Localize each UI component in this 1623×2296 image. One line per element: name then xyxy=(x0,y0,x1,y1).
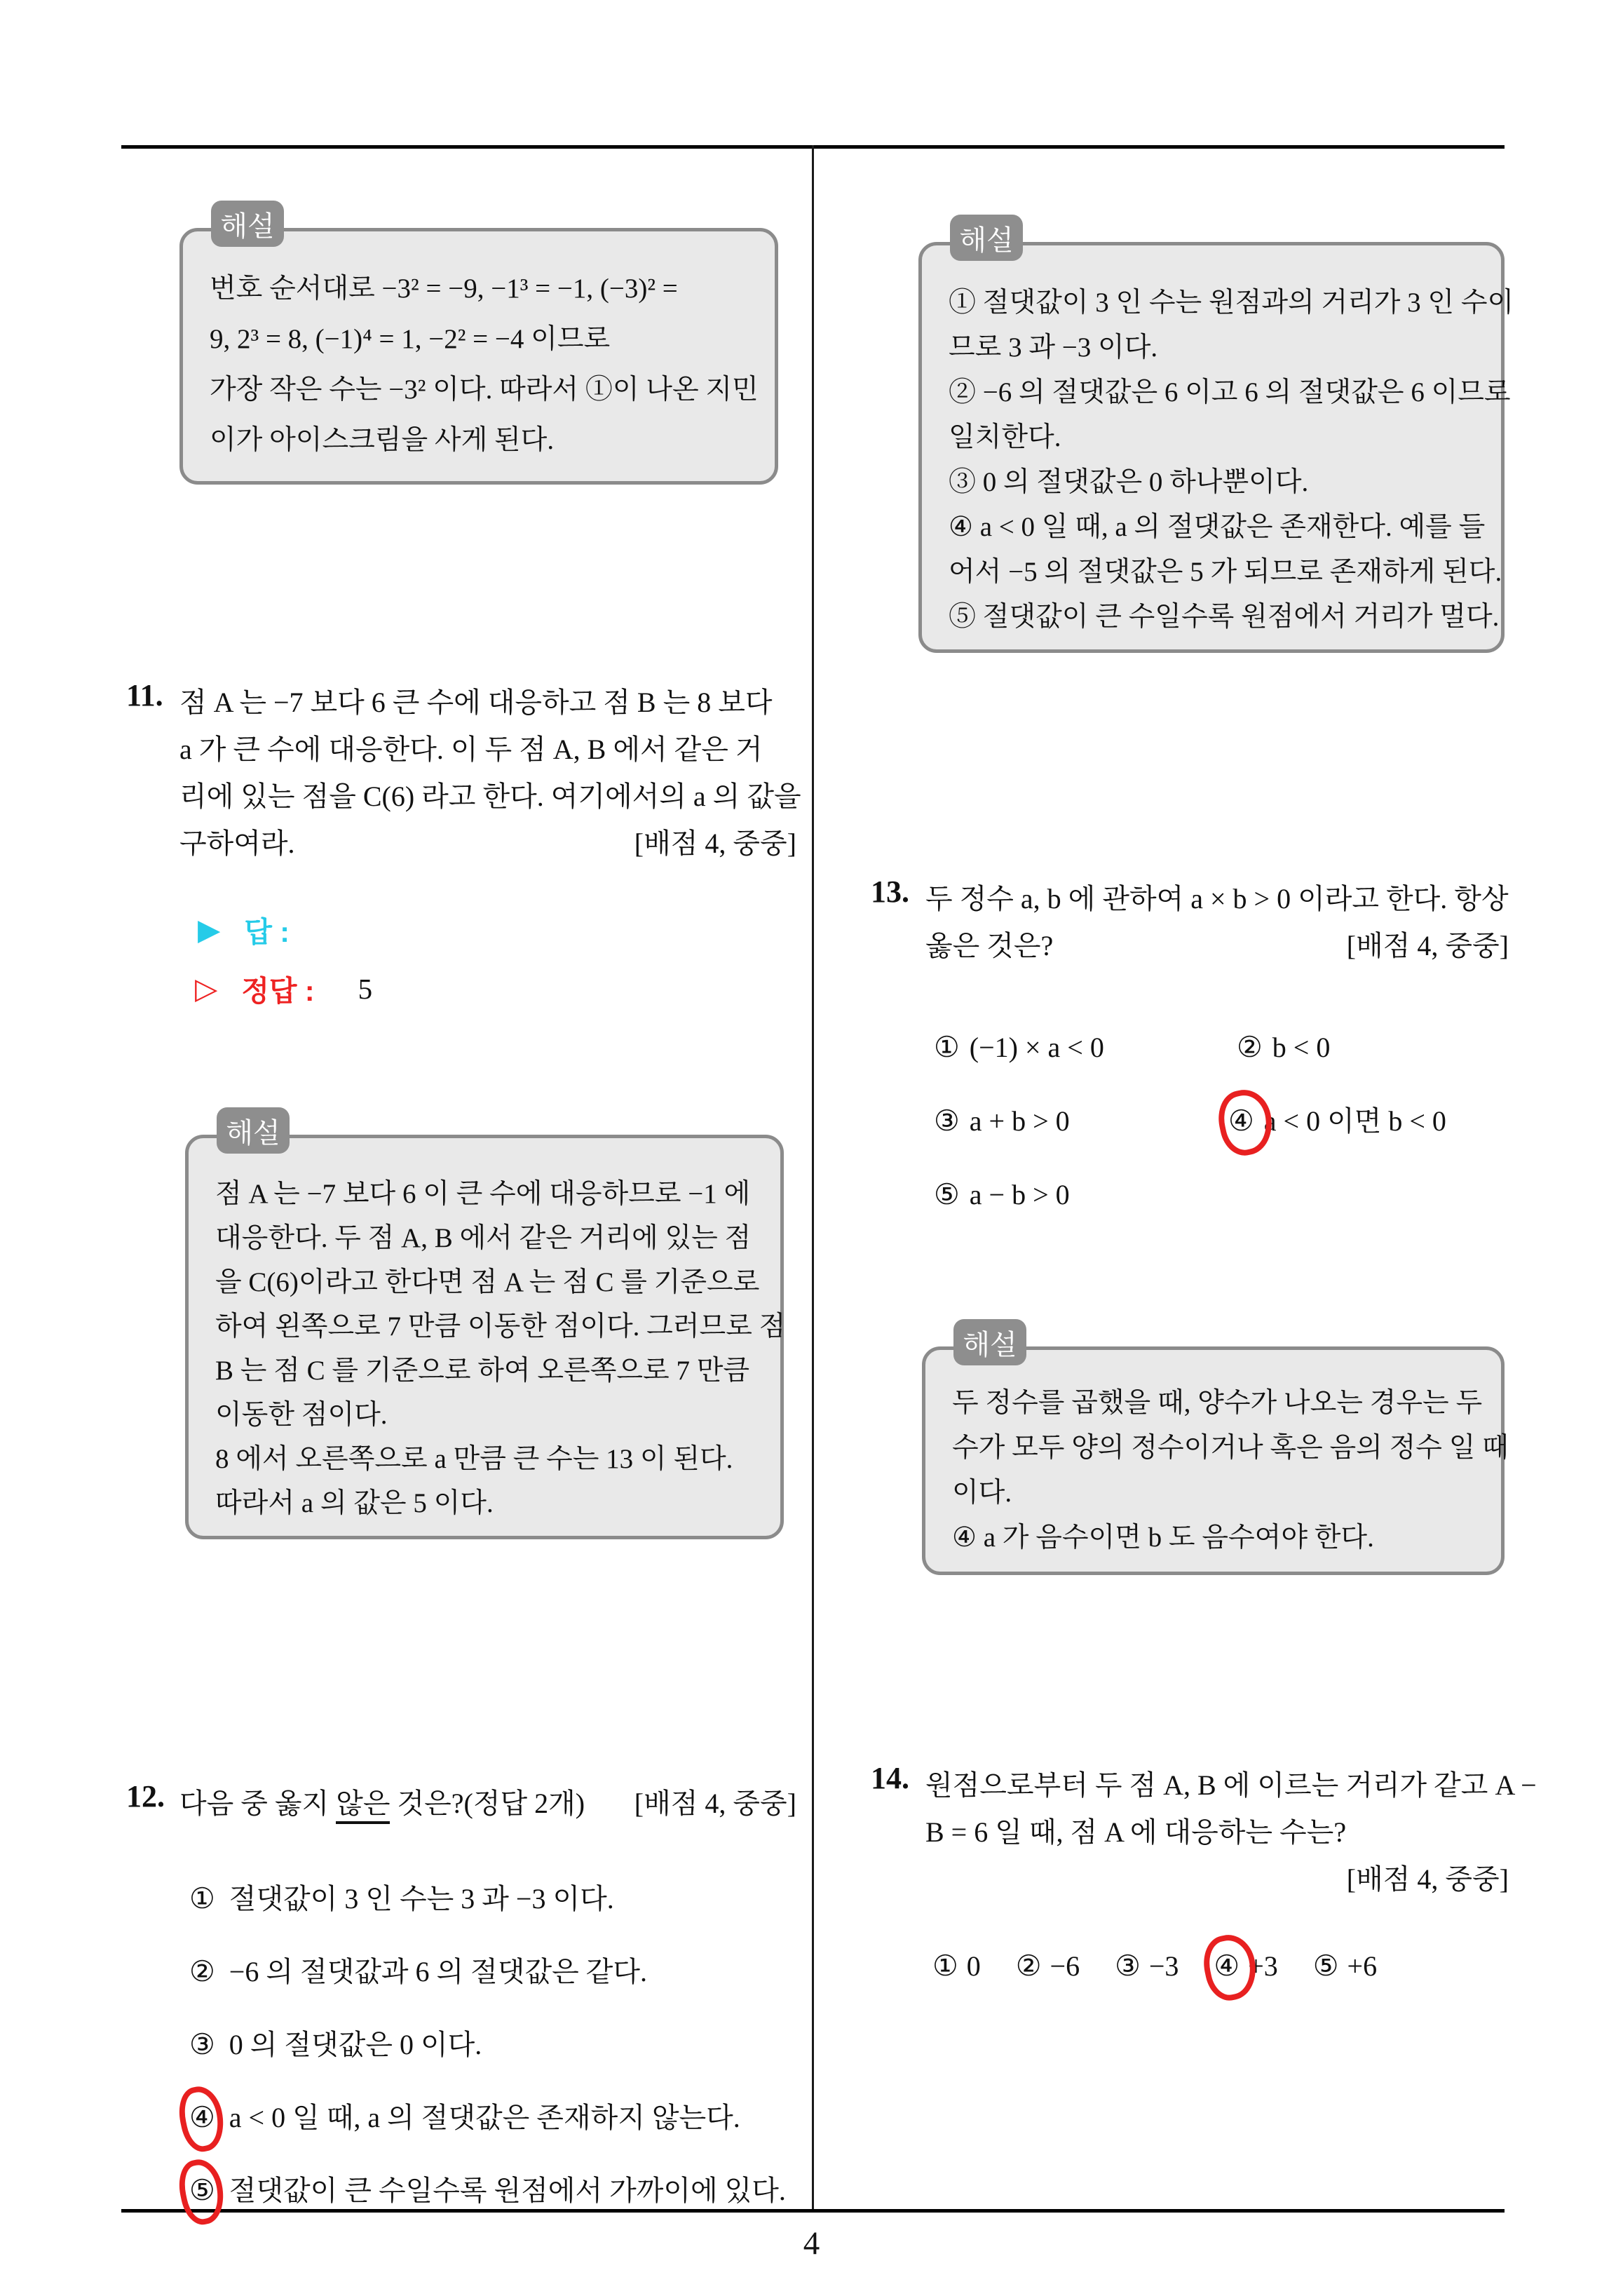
solution-label-text: 해설 xyxy=(963,1328,1017,1360)
option-row xyxy=(1214,1944,1277,1988)
solution-label-text: 해설 xyxy=(226,1116,280,1149)
problem-text-line: B = 6 일 때, 점 A 에 대응하는 수는? xyxy=(925,1816,1347,1848)
problem-number: 11. xyxy=(126,678,163,713)
title-underlined: 않은 xyxy=(336,1788,390,1824)
points-label: [배점 4, 중중] xyxy=(634,828,796,859)
option-text: 절댓값이 3 인 수는 3 과 −3 이다. xyxy=(229,1883,614,1915)
option-text: −3 xyxy=(1148,1950,1179,1982)
option-text: a + b > 0 xyxy=(969,1105,1070,1137)
option-text: a < 0 이면 b < 0 xyxy=(1263,1105,1446,1137)
solution-content xyxy=(922,245,1514,640)
option-row xyxy=(189,2095,786,2140)
solution-line: ② −6 의 절댓값은 6 이고 6 의 절댓값은 6 이므로 xyxy=(949,377,1511,407)
option-row xyxy=(934,1173,1070,1217)
problem-13 xyxy=(871,875,1509,969)
option-row xyxy=(1115,1944,1179,1988)
option-row xyxy=(1237,1025,1330,1069)
answer-row xyxy=(198,909,290,950)
problem-text-tail: 구하여라. xyxy=(179,828,295,859)
solution-line: ④ a < 0 일 때, a 의 절댓값은 존재한다. 예를 들 xyxy=(949,512,1486,542)
problem-number: 13. xyxy=(871,874,909,909)
red-circle-annotation xyxy=(1214,1944,1248,1988)
problem-text-line: 두 정수 a, b 에 관하여 a × b > 0 이라고 한다. 항상 xyxy=(925,883,1509,914)
correct-answer-row xyxy=(195,968,372,1009)
option-row xyxy=(189,2168,786,2213)
option-text: 0 의 절댓값은 0 이다. xyxy=(229,2029,482,2060)
option-text: −6 xyxy=(1050,1950,1080,1982)
page-number: 4 xyxy=(803,2225,820,2262)
option-number: ① xyxy=(932,1949,958,1983)
option-number: ③ xyxy=(189,2027,215,2061)
option-number: ③ xyxy=(1115,1949,1141,1983)
solution-line: ⑤ 절댓값이 큰 수일수록 원점에서 거리가 멀다. xyxy=(949,602,1500,632)
problem-text-tail: 옳은 것은? xyxy=(925,930,1054,961)
solution-line: 수가 모두 양의 정수이거나 혹은 음의 정수 일 때 xyxy=(952,1433,1509,1463)
solution-line: 8 에서 오른쪽으로 a 만큼 큰 수는 13 이 된다. xyxy=(215,1444,733,1474)
solution-content xyxy=(189,1138,786,1525)
problem-14 xyxy=(871,1761,1537,1903)
option-number: ① xyxy=(189,1882,215,1915)
answer-arrow-icon: ▶ xyxy=(198,912,221,947)
option-row xyxy=(1228,1099,1446,1143)
solution-line: 가장 작은 수는 −3² 이다. 따라서 ①이 나온 지민 xyxy=(210,374,759,405)
title-post: 것은?(정답 2개) xyxy=(390,1788,585,1819)
solution-line: ④ a 가 음수이면 b 도 음수여야 한다. xyxy=(952,1522,1374,1553)
problem-12-options xyxy=(189,1877,786,2213)
option-number: ④ xyxy=(1214,1949,1240,1983)
solution-box-top-left xyxy=(179,210,778,485)
solution-content xyxy=(183,231,775,466)
red-circle-annotation xyxy=(189,2095,215,2140)
solution-line: 일치한다. xyxy=(949,422,1061,452)
solution-line: 따라서 a 의 값은 5 이다. xyxy=(215,1488,494,1518)
problem-text xyxy=(179,679,801,867)
problem-11 xyxy=(126,678,801,867)
solution-line: 어서 −5 의 절댓값은 5 가 되므로 존재하게 된다. xyxy=(949,557,1502,587)
option-text: b < 0 xyxy=(1272,1032,1331,1063)
problem-12 xyxy=(126,1780,796,1827)
problem-text xyxy=(179,1780,796,1827)
red-circle-annotation xyxy=(189,2168,215,2213)
solution-line: 이가 아이스크림을 사게 된다. xyxy=(210,425,555,455)
correct-label: 정답 : xyxy=(241,975,315,1007)
solution-line: ③ 0 의 절댓값은 0 하나뿐이다. xyxy=(949,467,1309,497)
solution-line: B 는 점 C 를 기준으로 하여 오른쪽으로 7 만큼 xyxy=(215,1356,750,1386)
problem-text-line: a 가 큰 수에 대응한다. 이 두 점 A, B 에서 같은 거 xyxy=(179,734,763,765)
option-row xyxy=(934,1099,1070,1143)
option-row xyxy=(1016,1944,1080,1988)
solution-line: 므로 3 과 −3 이다. xyxy=(949,332,1158,363)
solution-label-text: 해설 xyxy=(959,224,1014,256)
solution-line: 이다. xyxy=(952,1478,1012,1508)
column-divider xyxy=(812,145,814,2211)
problem-text xyxy=(925,875,1509,969)
option-number: ② xyxy=(189,1954,215,1988)
solution-line: 점 A 는 −7 보다 6 이 큰 수에 대응하므로 −1 에 xyxy=(215,1179,751,1209)
solution-line: 대응한다. 두 점 A, B 에서 같은 거리에 있는 점 xyxy=(215,1223,752,1253)
option-row xyxy=(189,1950,786,1994)
solution-label xyxy=(217,1107,290,1154)
solution-line: 번호 순서대로 −3² = −9, −1³ = −1, (−3)² = xyxy=(210,274,678,304)
points-label: [배점 4, 중중] xyxy=(1346,930,1509,961)
solution-box-top-right xyxy=(918,224,1514,653)
problem-14-options xyxy=(932,1944,1377,1988)
solution-label-text: 해설 xyxy=(220,210,275,242)
solution-box-q13 xyxy=(922,1328,1509,1575)
problem-text-line xyxy=(179,820,796,867)
option-row xyxy=(189,2022,786,2067)
option-number: ④ xyxy=(189,2100,215,2134)
problem-number: 14. xyxy=(871,1761,909,1795)
correct-arrow-icon: ▷ xyxy=(195,971,218,1006)
option-text: +6 xyxy=(1347,1950,1378,1982)
problem-title xyxy=(179,1780,585,1827)
solution-line: 이동한 점이다. xyxy=(215,1400,388,1430)
option-text: 0 xyxy=(966,1950,981,1982)
option-row xyxy=(934,1025,1104,1069)
problem-text-line: 리에 있는 점을 C(6) 라고 한다. 여기에서의 a 의 값을 xyxy=(179,781,801,812)
option-row xyxy=(189,1877,786,1921)
option-row xyxy=(932,1944,981,1988)
option-number: ④ xyxy=(1228,1104,1254,1137)
solution-content xyxy=(925,1350,1509,1560)
option-text: (−1) × a < 0 xyxy=(969,1032,1104,1063)
solution-line: ① 절댓값이 3 인 수는 원점과의 거리가 3 인 수이 xyxy=(949,288,1514,318)
points-label: [배점 4, 중중] xyxy=(634,1788,796,1819)
title-pre: 다음 중 옳지 xyxy=(179,1788,337,1819)
red-circle-annotation xyxy=(1228,1099,1264,1143)
option-text: −6 의 절댓값과 6 의 절댓값은 같다. xyxy=(229,1956,648,1987)
points-label: [배점 4, 중중] xyxy=(1346,1863,1509,1895)
solution-label xyxy=(950,215,1023,261)
solution-line: 두 정수를 곱했을 때, 양수가 나오는 경우는 두 xyxy=(952,1388,1483,1418)
solution-line: 하여 왼쪽으로 7 만큼 이동한 점이다. 그러므로 점 xyxy=(215,1311,786,1342)
problem-text xyxy=(925,1762,1537,1903)
solution-label xyxy=(953,1319,1026,1365)
option-text: a − b > 0 xyxy=(969,1179,1070,1210)
problem-text-line xyxy=(925,922,1509,969)
problem-number: 12. xyxy=(126,1779,165,1814)
option-text: 절댓값이 큰 수일수록 원점에서 가까이에 있다. xyxy=(229,2175,786,2206)
option-text: +3 xyxy=(1248,1950,1278,1982)
solution-label xyxy=(211,201,284,247)
problem-text-line: 점 A 는 −7 보다 6 큰 수에 대응하고 점 B 는 8 보다 xyxy=(179,687,773,718)
option-row xyxy=(1313,1944,1377,1988)
correct-value: 5 xyxy=(358,972,373,1005)
solution-line: 을 C(6)이라고 한다면 점 A 는 점 C 를 기준으로 xyxy=(215,1267,760,1297)
option-text: a < 0 일 때, a 의 절댓값은 존재하지 않는다. xyxy=(229,2102,740,2133)
answer-label: 답 : xyxy=(244,916,290,948)
problem-text-line: 원점으로부터 두 점 A, B 에 이르는 거리가 같고 A − xyxy=(925,1769,1537,1801)
option-number: ① xyxy=(934,1030,960,1064)
option-number: ⑤ xyxy=(934,1177,960,1211)
solution-box-q11 xyxy=(185,1116,786,1539)
option-number: ③ xyxy=(934,1104,960,1137)
option-number: ⑤ xyxy=(1312,1949,1339,1983)
solution-line: 9, 2³ = 8, (−1)⁴ = 1, −2² = −4 이므로 xyxy=(210,324,611,354)
problem-text-line xyxy=(925,1856,1509,1903)
option-number: ⑤ xyxy=(189,2173,215,2207)
option-number: ② xyxy=(1237,1030,1263,1064)
option-number: ② xyxy=(1015,1949,1042,1983)
